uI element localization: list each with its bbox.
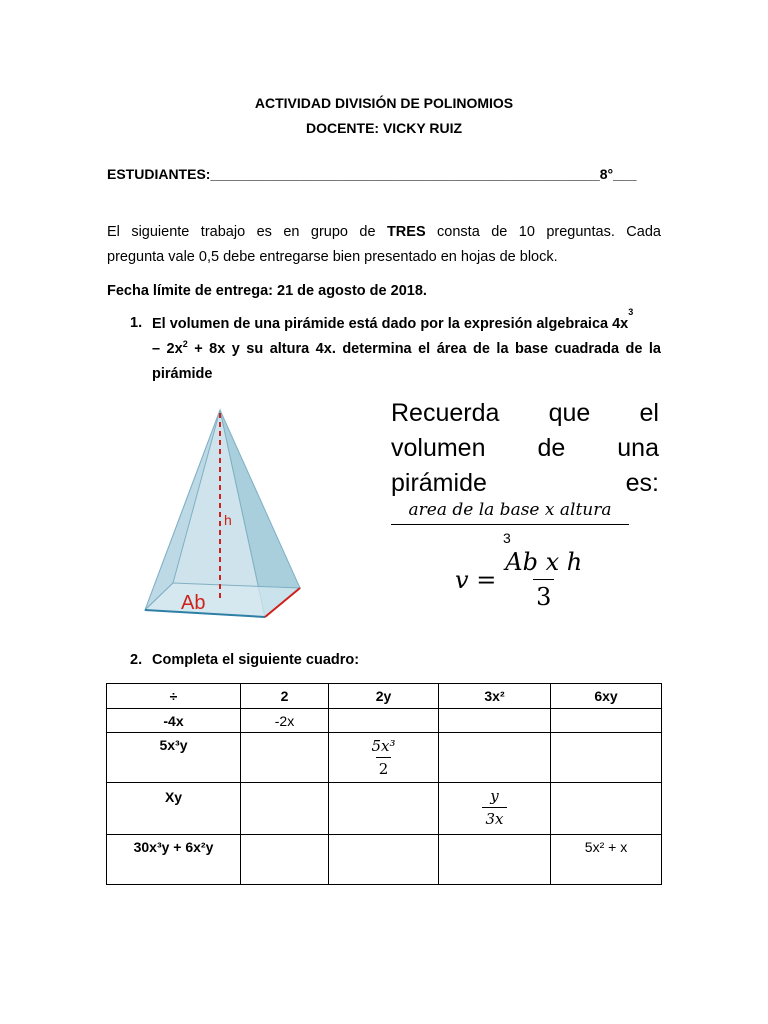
fraction-5x3-over-2 — [368, 737, 398, 778]
reminder-line-3 — [391, 466, 659, 501]
header-cell: 3x² — [439, 684, 551, 709]
division-table — [106, 683, 662, 885]
table-cell[interactable] — [329, 709, 439, 733]
table-cell[interactable] — [439, 709, 551, 733]
reminder-word: volumen — [391, 434, 486, 462]
table-cell[interactable] — [551, 709, 662, 733]
pyramid-figure — [135, 405, 310, 625]
intro-word: consta — [437, 224, 480, 240]
reminder-word: que — [548, 399, 591, 427]
intro-word: trabajo — [200, 224, 246, 240]
reminder-word: el — [639, 399, 659, 427]
table-row — [107, 835, 662, 885]
reminder-word: Recuerda — [391, 399, 500, 427]
table-row — [107, 783, 662, 835]
header-cell: 2y — [329, 684, 439, 709]
intro-word: de — [491, 224, 508, 240]
base-area-label: Ab — [181, 592, 206, 614]
students-line: ESTUDIANTES:__________________________________________________8°___ — [107, 166, 637, 182]
deadline-text: Fecha límite de entrega: 21 de agosto de 2018. — [107, 283, 427, 299]
q1-line-1: El volumen de una pirámide está dado por la expresión algebraica 4x 3 — [152, 307, 634, 332]
table-cell[interactable] — [329, 783, 439, 835]
question-2-text: Completa el siguiente cuadro: — [152, 652, 360, 668]
intro-paragraph — [107, 220, 661, 270]
row-label: -4x — [107, 709, 241, 733]
table-cell[interactable]: -2x — [241, 709, 329, 733]
document-title: ACTIVIDAD DIVISIÓN DE POLINOMIOS — [254, 95, 514, 111]
reminder-line-1 — [391, 396, 659, 431]
header-cell: ÷ — [107, 684, 241, 709]
question-1-number: 1. — [130, 315, 143, 331]
row-label: 30x³y + 6x²y — [107, 835, 241, 885]
intro-word: 10 — [518, 224, 535, 240]
question-1-text — [152, 307, 661, 387]
reminder-word: pirámide — [391, 469, 487, 497]
intro-word: en — [283, 224, 300, 240]
formula-lhs: v = — [455, 565, 497, 594]
table-cell[interactable] — [551, 733, 662, 783]
table-cell[interactable] — [439, 835, 551, 885]
table-header-row — [107, 684, 662, 709]
table-cell[interactable] — [439, 783, 551, 835]
q1-line-3: pirámide — [152, 366, 213, 382]
row-label: 5x³y — [107, 733, 241, 783]
intro-word: grupo — [310, 224, 348, 240]
table-cell[interactable] — [241, 835, 329, 885]
reminder-word: de — [537, 434, 566, 462]
fraction-numerator: 5x³ — [371, 737, 396, 755]
reminder-word: una — [617, 434, 659, 462]
fraction-numerator: y — [490, 787, 499, 805]
reminder-line-2 — [391, 431, 659, 466]
table-cell[interactable] — [241, 783, 329, 835]
intro-word: es — [256, 224, 272, 240]
height-label: h — [224, 512, 232, 528]
table-row — [107, 709, 662, 733]
table-cell[interactable] — [241, 733, 329, 783]
q1-line-2: – $2x^2 + 8x$ y su altura 4x. determina el área de la base cuadrada de la — [152, 339, 661, 357]
volume-formula — [455, 548, 585, 611]
intro-line-1 — [107, 220, 661, 245]
formula-fraction — [502, 548, 585, 611]
reminder-word: es: — [625, 469, 659, 497]
intro-word: Cada — [626, 224, 661, 240]
header-cell: 6xy — [551, 684, 662, 709]
table-cell[interactable]: 5x² + x — [551, 835, 662, 885]
formula-text-fraction-bar — [391, 524, 629, 525]
volume-reminder — [391, 396, 659, 501]
header-cell: 2 — [241, 684, 329, 709]
formula-text-numerator: area de la base x altura — [408, 500, 612, 520]
intro-line-2: pregunta vale 0,5 debe entregarse bien presentado en hojas de block. — [107, 249, 558, 265]
intro-word: TRES — [386, 224, 426, 240]
row-label: Xy — [107, 783, 241, 835]
intro-word: preguntas. — [546, 224, 615, 240]
table-cell[interactable] — [551, 783, 662, 835]
table-row — [107, 733, 662, 783]
teacher-name: DOCENTE: VICKY RUIZ — [305, 120, 463, 136]
intro-word: El — [107, 224, 120, 240]
table-cell[interactable] — [329, 733, 439, 783]
fraction-denominator: 2 — [376, 757, 392, 778]
formula-denominator: 3 — [533, 579, 554, 611]
question-2-number: 2. — [130, 652, 143, 668]
formula-text-denominator: 3 — [503, 530, 511, 546]
fraction-denominator: 3x — [482, 807, 506, 828]
intro-word: de — [359, 224, 376, 240]
table-cell[interactable] — [439, 733, 551, 783]
formula-numerator: Ab x h — [505, 548, 583, 576]
table-cell[interactable] — [329, 835, 439, 885]
intro-word: siguiente — [131, 224, 190, 240]
fraction-y-over-3x — [482, 787, 506, 828]
